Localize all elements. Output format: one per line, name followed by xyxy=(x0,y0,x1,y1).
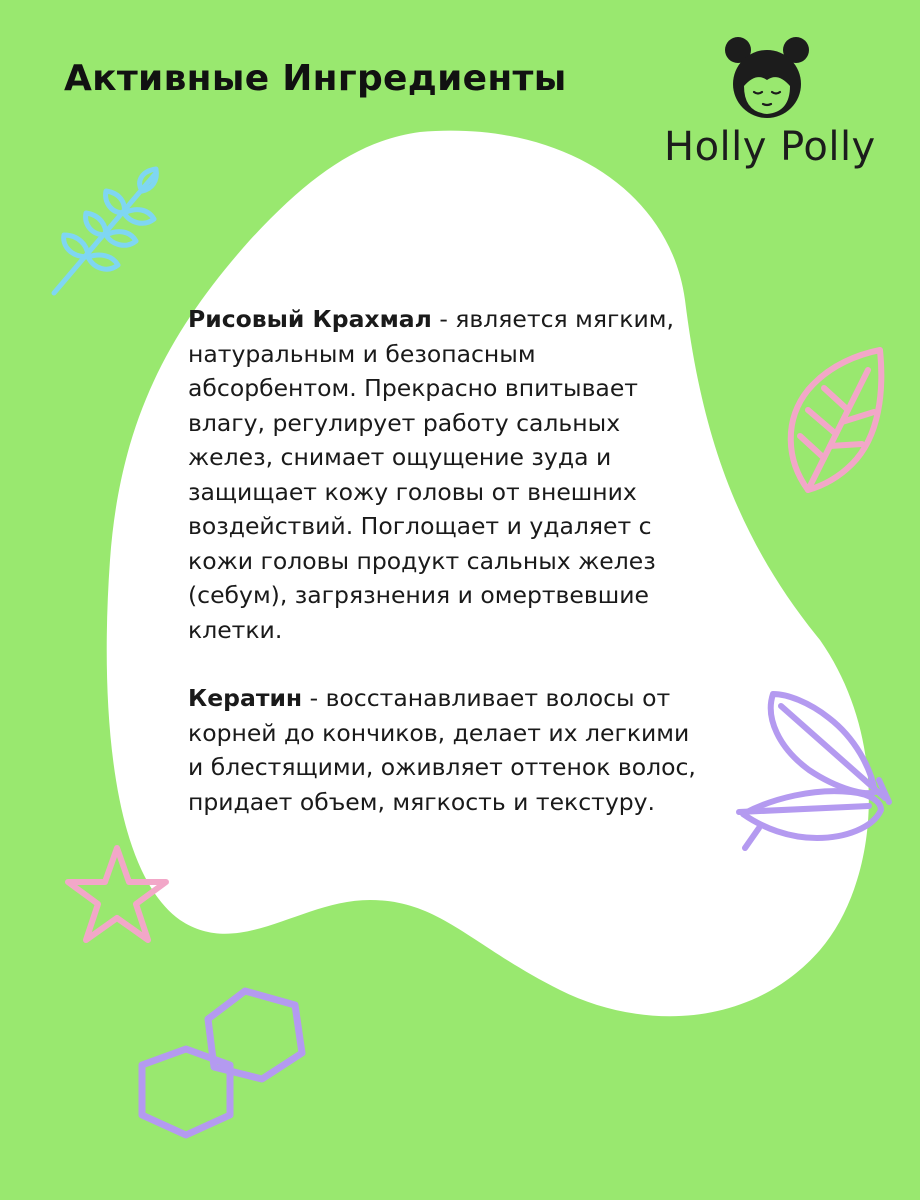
ingredient-separator: - xyxy=(431,305,456,333)
ingredient-description: является мягким, натуральным и безопасным абсорбентом. Прекрасно впитывает влагу, регулирует работу сальных желез, снимает ощущение зуда и защищает кожу головы от внешних воздействий. Поглощает и удаляет с кожи головы продукт сальных желез (себум), загрязнения и омертвевшие клетки. xyxy=(188,305,674,644)
ingredient-keratin xyxy=(188,681,708,819)
ingredient-separator: - xyxy=(302,684,326,712)
ingredient-name: Рисовый Крахмал xyxy=(188,305,432,333)
hexagons-icon xyxy=(132,985,322,1145)
ingredient-description: восстанавливает волосы от корней до кончиков, делает их легкими и блестящими, оживляет оттенок волос, придает объем, мягкость и текстуру. xyxy=(188,684,696,816)
leaf-icon xyxy=(780,340,890,500)
page-title: Активные Ингредиенты xyxy=(64,58,567,99)
brand-name: Holly Polly xyxy=(664,124,876,170)
wheat-icon xyxy=(48,165,168,300)
star-icon xyxy=(62,842,172,947)
ingredient-name: Кератин xyxy=(188,684,303,712)
ingredient-rice-starch xyxy=(188,302,708,647)
girl-face-logo-icon xyxy=(722,36,812,120)
ingredients-list xyxy=(188,302,708,853)
feathers-icon xyxy=(735,688,895,858)
